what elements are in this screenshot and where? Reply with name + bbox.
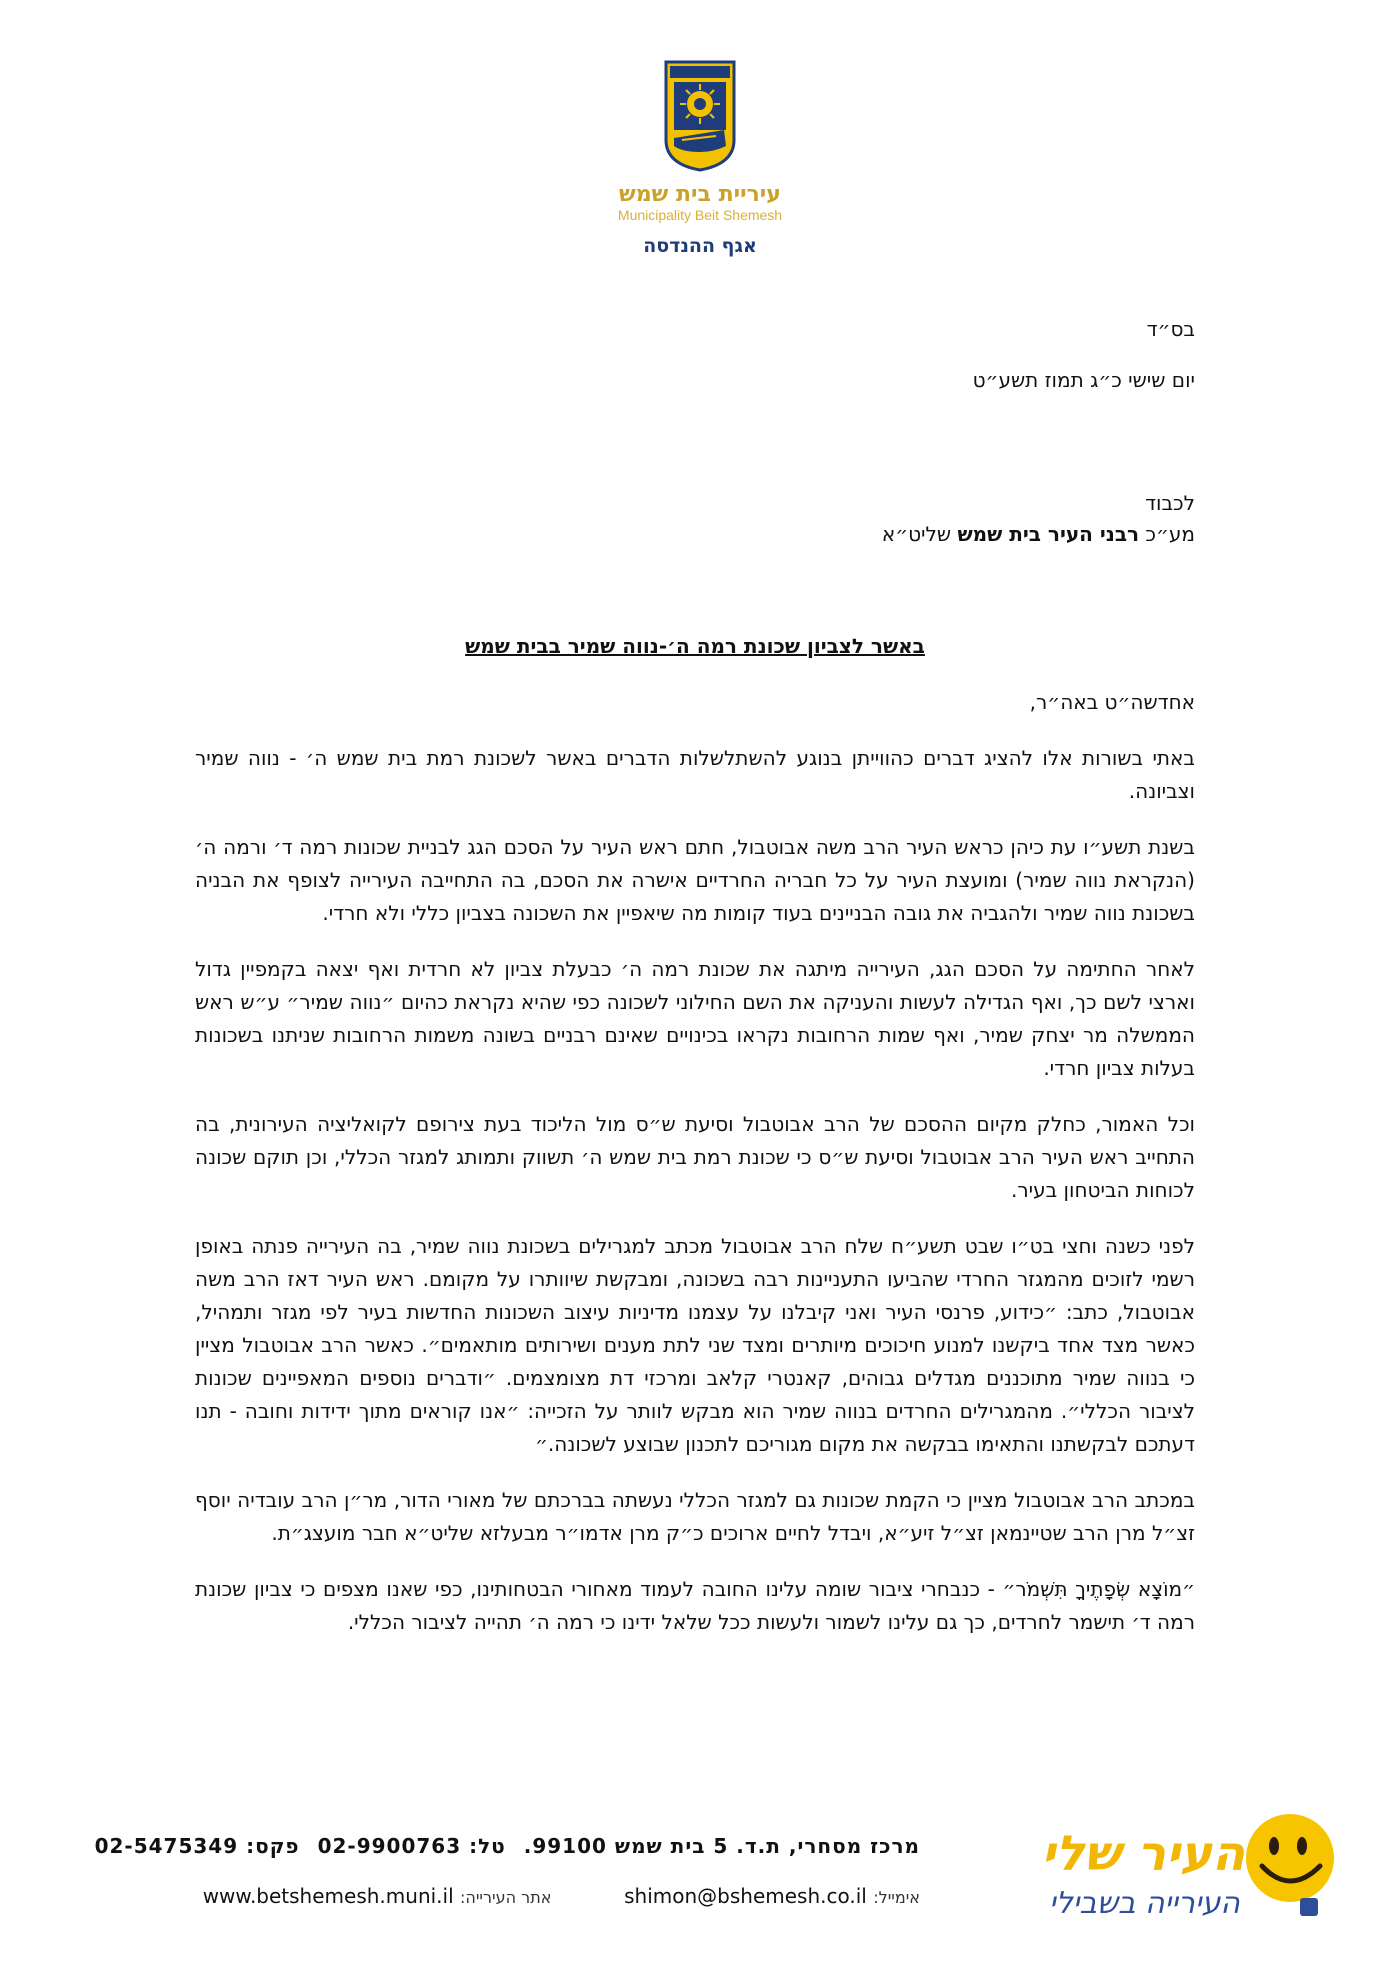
letter-footer xyxy=(0,1810,1400,1950)
email-label: אימייל: xyxy=(873,1888,920,1907)
fax-label: פקס: xyxy=(246,1834,300,1858)
address-line-2 xyxy=(195,518,1195,551)
body-paragraph: ״מוֹצָא שְׂפָתֶיךָ תִּשְׁמֹר״ - כנבחרי ציבור שומה עלינו החובה לעמוד מאחורי הבטחותינו, כפי שאנו מצפים כי צביון שכונת רמה ד׳ תישמר לחרדים, כך גם עלינו לשמור ולעשות ככל שלאל ידינו כי רמה ה׳ תהייה לציבור הכללי. xyxy=(195,1577,1195,1634)
address-line-1: לכבוד xyxy=(1145,491,1195,515)
phone-number: 02-9900763 xyxy=(317,1834,462,1858)
letter-date: יום שישי כ״ג תמוז תשע״ט xyxy=(972,368,1195,392)
slogan-main: העיר שלי xyxy=(1041,1826,1245,1882)
body-paragraph: לאחר החתימה על הסכם הגג, העירייה מיתגה את שכונת רמה ה׳ כבעלת צביון לא חרדית ואף יצאה בקמפיין גדול וארצי לשם כך, ואף הגדילה לעשות והעניקה את השם החילוני לשכונה כפי שהיא נקראת כהיום ״נווה שמיר״ ע״ש ראש הממשלה מר יצחק שמיר, ואף שמות הרחובות נקראו בכינויים שאינם רבניים בשונה משמות הרחובות שניתנו בשכונות בעלות צביון חרדי. xyxy=(195,957,1195,1080)
address-text: מרכז מסחרי, ת.ד. 5 בית שמש 99100. xyxy=(523,1834,920,1858)
bsd-mark: בס״ד xyxy=(1146,317,1195,341)
letter-subject: באשר לצביון שכונת רמה ה׳-נווה שמיר בבית שמש xyxy=(465,634,925,658)
fax-number: 02-5475349 xyxy=(94,1834,239,1858)
address-prefix: מע״כ xyxy=(1145,522,1195,546)
smiley-icon xyxy=(1240,1810,1340,1920)
contact-line-2 xyxy=(203,1884,920,1908)
municipality-name-en: Municipality Beit Shemesh xyxy=(617,207,783,223)
municipality-crest-icon xyxy=(664,60,736,172)
municipality-name-he: עיריית בית שמש xyxy=(619,182,781,207)
body-paragraph: במכתב הרב אבוטבול מציין כי הקמת שכונות גם למגזר הכללי נעשתה בברכתם של מאורי הדור, מר״ן הרב עובדיה יוסף זצ״ל מרן הרב שטיינמאן זצ״ל זיע״א, ויבדל לחיים ארוכים כ״ק מרן אדמו״ר מבעלזא שליט״א חבר מועצג״ת. xyxy=(195,1488,1195,1545)
site-label: אתר העירייה: xyxy=(460,1888,552,1907)
body-paragraph: וכל האמור, כחלק מקיום ההסכם של הרב אבוטבול וסיעת ש״ס מול הליכוד בעת צירופם לקואליציה העירונית, בה התחייב ראש העיר הרב אבוטבול וסיעת ש״ס כי שכונת רמת בית שמש ה׳ תשווק ותמותג למגזר הכללי, וכן תוקם שכונה לכוחות הביטחון בעיר. xyxy=(195,1112,1195,1202)
body-paragraph: לפני כשנה וחצי בט״ו שבט תשע״ח שלח הרב אבוטבול מכתב למגרילים בשכונת נווה שמיר, בה העירייה פנתה באופן רשמי לזוכים מהמגזר החרדי שהביעו התעניינות רבה בשכונה, ומבקשת שיוותרו על מקומם. ראש העיר דאז הרב משה אבוטבול, כתב: ״כידוע, פרנסי העיר ואני קיבלנו על עצמנו מדיניות עיצוב השכונות החדשות בעיר לפי מגזר ותמהיל, כאשר מצד אחד ביקשנו למנוע חיכוכים מיותרים ומצד שני לתת מענים ושירותים מותאמים״. כאשר הרב אבוטבול מציין כי בנווה שמיר מתוכננים מגדלים גבוהים, קאנטרי קלאב ומרכזי דת מצומצמים. ״ודברים נוספים המאפיינים שכונות לציבור הכללי״. מהמגרילים החרדים בנווה שמיר הוא מבקש לוותר על הזכייה: ״אנו קוראים מתוך ידידות וחובה - תנו דעתכם לבקשתנו והתאימו בבקשה את מקום מגוריכם לתכנון שבוצע לשכונה.״ xyxy=(195,1234,1195,1456)
address-recipient: רבני העיר בית שמש xyxy=(957,522,1140,546)
department-name: אגף ההנדסה xyxy=(643,235,757,257)
letterhead xyxy=(0,60,1400,257)
phone-label: טל: xyxy=(469,1834,506,1858)
contact-line-1 xyxy=(95,1834,920,1858)
body-paragraph: בשנת תשע״ו עת כיהן כראש העיר הרב משה אבוטבול, חתם ראש העיר על הסכם הגג לבניית שכונות רמה ד׳ ורמה ה׳ (הנקראת נווה שמיר) ומועצת העיר על כל חבריה החרדיים אישרה את הסכם, בה התחייבה העירייה לצופף את הבניה בשכונת נווה שמיר ולהגביה את גובה הבניינים בעוד קומות מה שיאפיין את השכונה בצביון כללי ולא חרדי. xyxy=(195,835,1195,925)
body-paragraph: באתי בשורות אלו להציג דברים כהווייתן בנוגע להשתלשלות הדברים באשר לשכונת רמת בית שמש ה׳ - נווה שמיר וצביונה. xyxy=(195,746,1195,803)
greeting: אחדשה״ט באה״ר, xyxy=(1029,690,1195,714)
website-link[interactable]: www.betshemesh.muni.il xyxy=(202,1884,454,1908)
letter-body xyxy=(195,686,1195,1662)
email-link[interactable]: shimon@bshemesh.co.il xyxy=(624,1884,867,1908)
slogan-sub: העירייה בשבילי xyxy=(1049,1886,1240,1921)
address-suffix: שליט״א xyxy=(881,522,952,546)
